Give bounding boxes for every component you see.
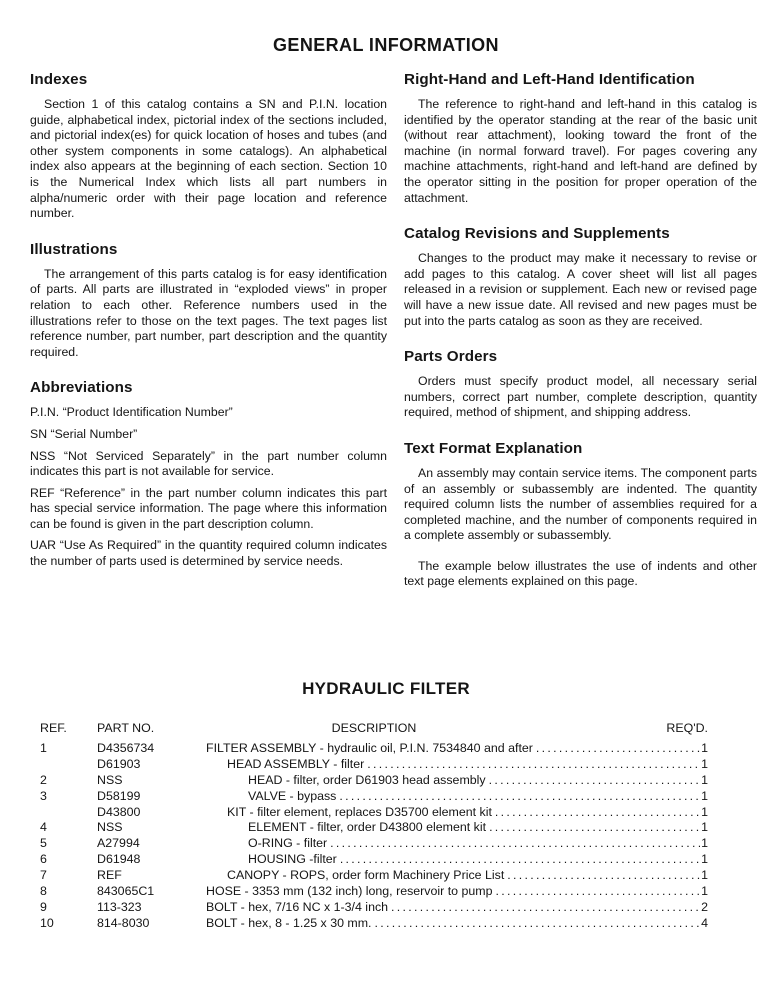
table-row [40, 805, 708, 821]
page-title: GENERAL INFORMATION [273, 35, 499, 55]
dotted-leader [489, 820, 700, 834]
part-no-cell: 843065C1 [97, 884, 155, 899]
reqd-cell: 1 [701, 741, 708, 755]
description-text: HEAD - filter, order D61903 head assembly [248, 772, 486, 787]
reqd-cell: 2 [701, 899, 708, 914]
table-row [40, 820, 708, 836]
dotted-leader [330, 836, 700, 850]
description-cell [206, 789, 708, 803]
reqd-cell: 1 [701, 788, 708, 803]
description-cell [206, 757, 708, 771]
part-no-cell: D58199 [97, 788, 141, 803]
abbreviation-entry: UAR “Use As Required” in the quantity required column indicates the number of parts used is determined by service needs. [30, 538, 387, 569]
part-no-cell: A27994 [97, 836, 140, 851]
paragraph: The example below illustrates the use of indents and other text page elements explained on this page. [404, 558, 757, 589]
part-no-cell: D43800 [97, 804, 141, 819]
part-no-cell: 814-8030 [97, 915, 150, 930]
paragraph: Orders must specify product model, all necessary serial numbers, correct part number, complete description, quantity required, method of shipment, and shipping address. [404, 374, 757, 420]
part-no-cell: D4356734 [97, 741, 155, 755]
description-text: CANOPY - ROPS, order form Machinery Price List [227, 868, 505, 883]
table-row [40, 741, 708, 757]
header-description: DESCRIPTION [331, 721, 417, 735]
ref-cell: 2 [40, 772, 47, 787]
reqd-cell: 1 [701, 884, 708, 899]
table-row [40, 916, 708, 932]
part-no-cell: REF [97, 868, 122, 883]
header-reqd: REQ'D. [666, 721, 708, 735]
paragraph: The arrangement of this parts catalog is for easy identification of parts. All parts are illustrated in “exploded views” in proper relation to each other. Reference numbers used in the illustrations refer to those on the text pages. The text pages list reference number, part number, part description and the quantity required. [30, 266, 387, 359]
heading-rh-lh-identification: Right-Hand and Left-Hand Identification [404, 71, 695, 88]
description-text: FILTER ASSEMBLY - hydraulic oil, P.I.N. 7534840 and after [206, 741, 533, 755]
section-indexes [30, 71, 387, 222]
heading-indexes: Indexes [30, 71, 88, 88]
table-row [40, 852, 708, 868]
paragraph: An assembly may contain service items. The component parts of an assembly or subassembly are indented. The quantity required column lists the number of assemblies required for a completed machine, and the number of components required in a complete assembly or subassembly. [404, 465, 757, 543]
ref-cell: 3 [40, 788, 47, 803]
abbreviation-entry: REF “Reference” in the part number column indicates this part has special service information. The page where this information can be found is given in the part description column. [30, 485, 387, 531]
description-cell [206, 820, 708, 834]
part-no-cell: D61948 [97, 852, 141, 867]
reqd-cell: 4 [701, 915, 708, 930]
ref-cell: 8 [40, 884, 47, 899]
description-text: HOUSING -filter [248, 852, 337, 867]
dotted-leader [391, 900, 700, 914]
section-abbreviations [30, 379, 387, 569]
dotted-leader [339, 789, 700, 803]
ref-cell: 10 [40, 915, 54, 930]
heading-parts-orders: Parts Orders [404, 348, 498, 366]
table-row [40, 789, 708, 805]
description-cell [206, 773, 708, 787]
heading-catalog-revisions: Catalog Revisions and Supplements [404, 225, 670, 243]
reqd-cell: 1 [701, 868, 708, 883]
description-cell [206, 916, 708, 930]
header-part-no: PART NO. [97, 721, 155, 735]
table-row [40, 868, 708, 884]
table-row [40, 757, 708, 773]
description-text: VALVE - bypass [248, 788, 337, 803]
paragraph: Section 1 of this catalog contains a SN and P.I.N. location guide, alphabetical index, pictorial index of the sections included, and pictorial index(es) for quick location of hoses and tubes (and other system components in some catalogs). An alphabetical index also appears at the beginning of each section. Section 10 is the Numerical Index which lists all part numbers in alpha/numeric order with their page location and reference number. [30, 97, 387, 221]
heading-text-format: Text Format Explanation [404, 439, 583, 457]
part-no-cell: 113-323 [97, 899, 142, 914]
description-text: KIT - filter element, replaces D35700 element kit [227, 804, 492, 819]
dotted-leader [375, 916, 701, 930]
dotted-leader [536, 741, 700, 755]
dotted-leader [507, 868, 700, 882]
description-text: ELEMENT - filter, order D43800 element kit [248, 820, 487, 835]
description-cell [206, 900, 708, 914]
section-catalog-revisions [404, 225, 757, 329]
ref-cell: 4 [40, 820, 47, 835]
header-ref: REF. [40, 721, 67, 735]
part-no-cell: NSS [97, 820, 123, 835]
abbreviation-entry: SN “Serial Number” [30, 426, 138, 441]
description-cell [206, 836, 708, 850]
parts-table [40, 721, 708, 932]
description-text: HEAD ASSEMBLY - filter [227, 756, 365, 771]
left-column [30, 71, 387, 589]
table-row [40, 900, 708, 916]
description-text: BOLT - hex, 7/16 NC x 1-3/4 inch [206, 899, 389, 914]
reqd-cell: 1 [701, 756, 708, 771]
reqd-cell: 1 [701, 836, 708, 851]
reqd-cell: 1 [701, 772, 708, 787]
description-cell [206, 884, 708, 898]
heading-illustrations: Illustrations [30, 240, 118, 258]
description-text: HOSE - 3353 mm (132 inch) long, reservoir to pump [206, 884, 493, 899]
ref-cell: 6 [40, 852, 47, 867]
part-no-cell: D61903 [97, 756, 141, 771]
section-illustrations [30, 241, 387, 361]
description-cell [206, 741, 708, 755]
ref-cell: 1 [40, 741, 47, 755]
ref-cell: 5 [40, 836, 47, 851]
dotted-leader [495, 805, 700, 819]
reqd-cell: 1 [701, 852, 708, 867]
heading-abbreviations: Abbreviations [30, 379, 133, 397]
description-cell [206, 805, 708, 819]
dotted-leader [340, 852, 700, 866]
reqd-cell: 1 [701, 820, 708, 835]
section-parts-orders [404, 348, 757, 421]
right-column [404, 71, 757, 609]
parts-section-title: HYDRAULIC FILTER [302, 679, 470, 698]
dotted-leader [367, 757, 700, 771]
description-text: O-RING - filter [248, 836, 328, 851]
dotted-leader [495, 884, 700, 898]
table-row [40, 773, 708, 789]
description-text: BOLT - hex, 8 - 1.25 x 30 mm. [206, 915, 372, 930]
description-cell [206, 852, 708, 866]
table-row [40, 884, 708, 900]
part-no-cell: NSS [97, 772, 123, 787]
ref-cell: 7 [40, 868, 47, 883]
table-row [40, 836, 708, 852]
abbreviation-entry: P.I.N. “Product Identification Number” [30, 405, 233, 420]
paragraph: The reference to right-hand and left-hand in this catalog is identified by the operator standing at the rear of the basic unit (without rear attachment), looking toward the front of the machine (in normal forward travel). For pages covering any machine attachments, right-hand and left-hand are defined by the operator sitting in the position for proper operation of the attachment. [404, 97, 757, 205]
paragraph: Changes to the product may make it necessary to revise or add pages to this catalog. A cover sheet will list all pages released in a revision or supplement. Each new or revised page will have a new issue date. All revised and new pages must be put into the parts catalog as soon as they are received. [404, 251, 757, 328]
abbreviation-entry: NSS “Not Serviced Separately” in the part number column indicates this part is not available for service. [30, 448, 387, 479]
section-rh-lh-identification [404, 71, 757, 206]
ref-cell: 9 [40, 899, 47, 914]
reqd-cell: 1 [701, 804, 708, 819]
section-text-format [404, 440, 757, 590]
table-header-row [40, 721, 708, 738]
description-cell [206, 868, 708, 882]
dotted-leader [489, 773, 700, 787]
